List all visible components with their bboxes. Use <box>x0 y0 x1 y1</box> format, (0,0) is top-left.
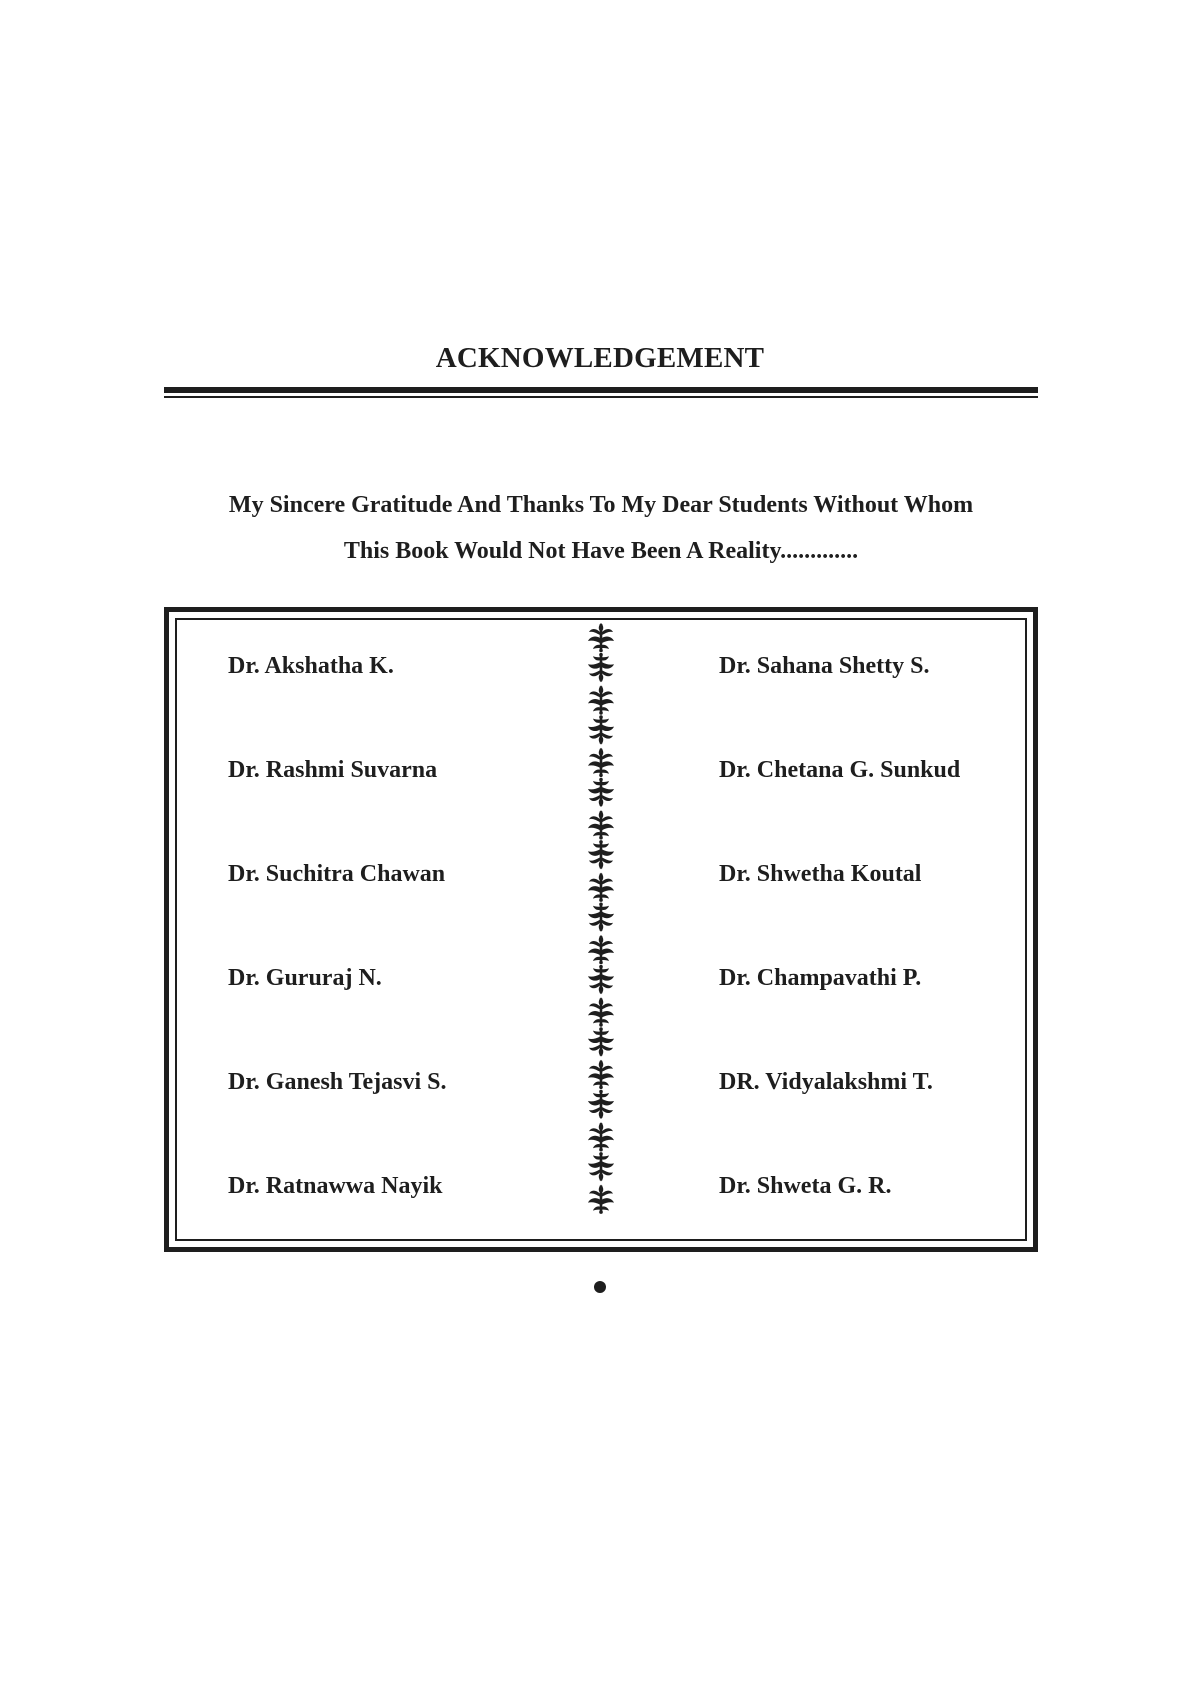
student-name: Dr. Ganesh Tejasvi S. <box>228 1069 447 1095</box>
student-name: Dr. Ratnawwa Nayik <box>228 1173 443 1199</box>
gratitude-line-2: This Book Would Not Have Been A Reality............. <box>343 538 859 564</box>
student-name: Dr. Rashmi Suvarna <box>228 757 438 783</box>
floral-ornament-icon <box>588 715 614 744</box>
student-name: Dr. Suchitra Chawan <box>228 861 446 887</box>
floral-ornament-icon <box>588 997 614 1026</box>
floral-ornament-icon <box>588 685 614 714</box>
floral-ornament-icon <box>588 965 614 994</box>
student-name: Dr. Sahana Shetty S. <box>719 653 930 679</box>
floral-ornament-icon <box>588 840 614 869</box>
gratitude-line-1: My Sincere Gratitude And Thanks To My Dear Students Without Whom <box>228 492 974 518</box>
student-name: Dr. Shwetha Koutal <box>719 861 922 887</box>
student-name: Dr. Akshatha K. <box>228 653 394 679</box>
student-name: Dr. Chetana G. Sunkud <box>719 757 961 783</box>
floral-ornament-icon <box>588 1027 614 1056</box>
floral-ornament-icon <box>588 903 614 932</box>
floral-ornament-icon <box>588 1090 614 1119</box>
floral-ornament-icon <box>588 1060 614 1089</box>
student-name: Dr. Champavathi P. <box>719 965 922 991</box>
floral-ornament-icon <box>588 1122 614 1151</box>
floral-ornament-icon <box>588 748 614 777</box>
student-name: Dr. Shweta G. R. <box>719 1173 892 1199</box>
floral-ornament-icon <box>588 1152 614 1181</box>
floral-ornament-icon <box>588 778 614 807</box>
page-title: ACKNOWLEDGEMENT <box>435 342 765 374</box>
bullet-dot <box>594 1281 606 1293</box>
floral-ornament-icon <box>588 935 614 964</box>
student-name: DR. Vidyalakshmi T. <box>719 1069 933 1095</box>
floral-ornament-icon <box>588 653 614 682</box>
floral-ornament-icon <box>588 873 614 902</box>
student-name: Dr. Gururaj N. <box>228 965 382 991</box>
floral-ornament-icon <box>588 623 614 652</box>
floral-ornament-icon <box>588 810 614 839</box>
floral-ornament-icon <box>588 1185 614 1214</box>
